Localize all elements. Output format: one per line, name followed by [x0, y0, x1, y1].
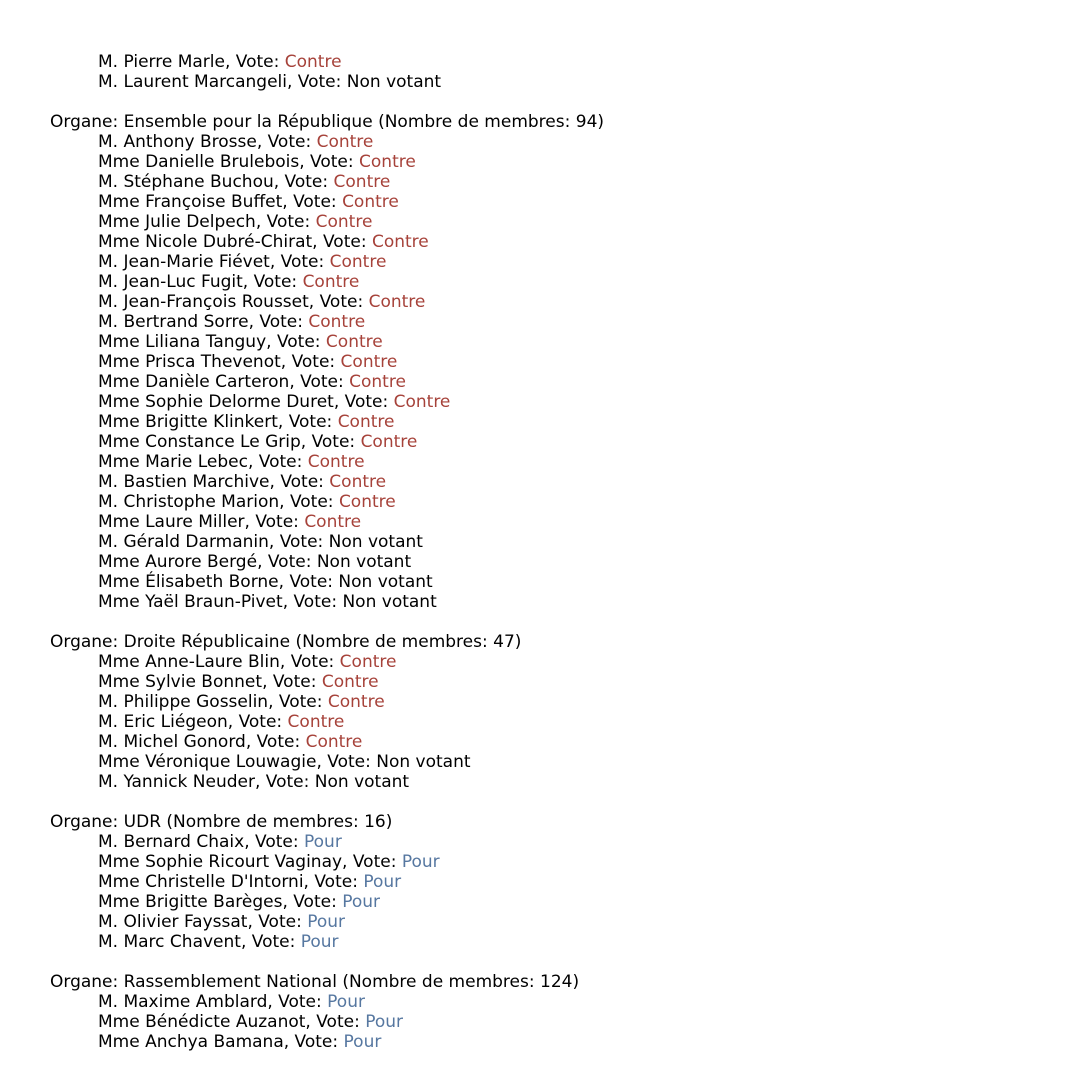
members-count-label: (Nombre de membres:	[336, 972, 540, 992]
member-row	[50, 852, 1050, 872]
vote-value: Contre	[304, 512, 362, 532]
vote-value: Contre	[337, 412, 395, 432]
vote-value: Contre	[340, 352, 398, 372]
member-row	[50, 152, 1050, 172]
member-row	[50, 712, 1050, 732]
member-name: Mme Bénédicte Auzanot	[98, 1012, 306, 1032]
member-name: Mme Nicole Dubré-Chirat	[98, 232, 313, 252]
vote-label: , Vote:	[279, 652, 340, 672]
member-name: Mme Julie Delpech	[98, 212, 256, 232]
member-row	[50, 412, 1050, 432]
member-row	[50, 372, 1050, 392]
section-spacer	[50, 792, 1050, 812]
members-count-close: )	[385, 812, 393, 832]
member-name: M. Laurent Marcangeli	[98, 72, 287, 92]
vote-label: , Vote:	[289, 372, 350, 392]
members-count: 16	[364, 812, 386, 832]
organe-prefix: Organe:	[50, 112, 124, 132]
member-row	[50, 232, 1050, 252]
member-row	[50, 992, 1050, 1012]
vote-value: Contre	[329, 252, 387, 272]
member-name: M. Gérald Darmanin	[98, 532, 269, 552]
vote-value: Contre	[307, 452, 365, 472]
vote-value: Pour	[363, 872, 402, 892]
vote-label: , Vote:	[247, 452, 308, 472]
vote-label: , Vote:	[248, 312, 309, 332]
member-row	[50, 912, 1050, 932]
vote-label: , Vote:	[303, 872, 364, 892]
member-name: Mme Brigitte Barèges	[98, 892, 283, 912]
vote-label: , Vote:	[279, 492, 339, 512]
vote-value: Pour	[343, 1032, 382, 1052]
vote-value: Contre	[325, 332, 383, 352]
vote-value: Non votant	[328, 532, 423, 552]
member-name: M. Jean-Marie Fiévet	[98, 252, 270, 272]
member-row	[50, 352, 1050, 372]
member-name: Mme Danièle Carteron	[98, 372, 290, 392]
member-row	[50, 392, 1050, 412]
member-row	[50, 652, 1050, 672]
vote-label: , Vote:	[255, 212, 316, 232]
members-count-label: (Nombre de membres:	[372, 112, 576, 132]
vote-label: , Vote:	[305, 1012, 366, 1032]
vote-label: , Vote:	[242, 272, 303, 292]
member-name: M. Yannick Neuder	[98, 772, 255, 792]
vote-value: Non votant	[316, 552, 412, 572]
vote-label: , Vote:	[278, 572, 339, 592]
vote-value: Contre	[360, 432, 418, 452]
member-row	[50, 1032, 1050, 1052]
member-row	[50, 512, 1050, 532]
vote-value: Contre	[342, 192, 399, 212]
vote-value: Pour	[365, 1012, 404, 1032]
member-row	[50, 312, 1050, 332]
member-name: M. Bertrand Sorre	[98, 312, 249, 332]
organe-section-ensemble-pour-la-republique	[50, 92, 1050, 612]
member-name: M. Philippe Gosselin	[98, 692, 269, 712]
organe-prefix: Organe:	[50, 972, 124, 992]
member-row	[50, 552, 1050, 572]
vote-label: , Vote:	[333, 392, 394, 412]
vote-label: , Vote:	[268, 692, 328, 712]
member-row	[50, 692, 1050, 712]
vote-label: , Vote:	[308, 292, 369, 312]
member-row	[50, 292, 1050, 312]
member-row	[50, 932, 1050, 952]
vote-value: Pour	[401, 852, 440, 872]
member-row	[50, 592, 1050, 612]
section-spacer	[50, 92, 1050, 112]
vote-value: Contre	[368, 292, 426, 312]
members-count-label: (Nombre de membres:	[290, 632, 494, 652]
organe-name: Droite Républicaine	[123, 632, 291, 652]
vote-value: Pour	[300, 932, 339, 952]
member-row	[50, 52, 1050, 72]
member-name: M. Bastien Marchive	[98, 472, 270, 492]
member-row	[50, 532, 1050, 552]
members-count: 124	[540, 972, 573, 992]
member-name: M. Marc Chavent	[98, 932, 241, 952]
member-name: Mme Véronique Louwagie	[98, 752, 317, 772]
member-row	[50, 332, 1050, 352]
member-row	[50, 272, 1050, 292]
member-name: M. Pierre Marle	[98, 52, 225, 72]
member-name: Mme Sophie Ricourt Vaginay	[98, 852, 343, 872]
member-name: M. Stéphane Buchou	[98, 172, 274, 192]
vote-value: Non votant	[338, 572, 433, 592]
organe-header	[50, 812, 1050, 832]
members-count: 47	[493, 632, 515, 652]
member-name: M. Bernard Chaix	[98, 832, 245, 852]
vote-listing	[50, 52, 1050, 1052]
members-count-close: )	[572, 972, 580, 992]
member-row	[50, 472, 1050, 492]
vote-label: , Vote:	[224, 52, 285, 72]
member-row	[50, 452, 1050, 472]
member-row	[50, 1012, 1050, 1032]
vote-value: Contre	[327, 692, 385, 712]
member-name: M. Jean-François Rousset	[98, 292, 309, 312]
vote-label: , Vote:	[245, 732, 306, 752]
organe-header	[50, 632, 1050, 652]
member-name: Mme Constance Le Grip	[98, 432, 301, 452]
member-name: Mme Liliana Tanguy	[98, 332, 267, 352]
member-row	[50, 752, 1050, 772]
vote-label: , Vote:	[282, 892, 343, 912]
organe-section-udr	[50, 792, 1050, 952]
vote-value: Contre	[316, 132, 374, 152]
organe-section-droite-republicaine	[50, 612, 1050, 792]
vote-label: , Vote:	[299, 152, 360, 172]
vote-label: , Vote:	[283, 1032, 344, 1052]
vote-label: , Vote:	[267, 992, 328, 1012]
vote-label: , Vote:	[240, 932, 301, 952]
vote-label: , Vote:	[257, 552, 317, 572]
vote-value: Non votant	[314, 772, 410, 792]
vote-label: , Vote:	[300, 432, 361, 452]
vote-value: Pour	[307, 912, 346, 932]
member-name: Mme Anchya Bamana	[98, 1032, 284, 1052]
member-name: Mme Marie Lebec	[98, 452, 248, 472]
vote-value: Contre	[393, 392, 451, 412]
members-count: 94	[575, 112, 598, 132]
vote-label: , Vote:	[277, 412, 338, 432]
vote-value: Contre	[359, 152, 416, 172]
organe-name: Ensemble pour la République	[123, 112, 373, 132]
vote-value: Non votant	[346, 72, 442, 92]
vote-value: Contre	[287, 712, 345, 732]
vote-label: , Vote:	[247, 912, 308, 932]
member-row	[50, 732, 1050, 752]
member-name: Mme Aurore Bergé	[98, 552, 258, 572]
vote-label: , Vote:	[282, 192, 343, 212]
vote-label: , Vote:	[255, 772, 315, 792]
member-name: M. Maxime Amblard	[98, 992, 268, 1012]
member-name: M. Christophe Marion	[98, 492, 280, 512]
vote-label: , Vote:	[273, 172, 334, 192]
member-row	[50, 132, 1050, 152]
vote-label: , Vote:	[266, 332, 326, 352]
member-name: M. Olivier Fayssat	[98, 912, 248, 932]
member-row	[50, 892, 1050, 912]
vote-label: , Vote:	[256, 132, 317, 152]
vote-label: , Vote:	[280, 352, 341, 372]
vote-label: , Vote:	[312, 232, 372, 252]
vote-label: , Vote:	[282, 592, 343, 612]
vote-value: Contre	[284, 52, 342, 72]
vote-label: , Vote:	[316, 752, 377, 772]
vote-value: Contre	[333, 172, 391, 192]
member-row	[50, 672, 1050, 692]
vote-value: Contre	[329, 472, 387, 492]
member-row	[50, 872, 1050, 892]
organe-name: UDR	[123, 812, 162, 832]
member-row	[50, 832, 1050, 852]
member-name: Mme Laure Miller	[98, 512, 245, 532]
members-count-close: )	[597, 112, 605, 132]
member-row	[50, 772, 1050, 792]
vote-value: Contre	[305, 732, 363, 752]
vote-label: , Vote:	[227, 712, 288, 732]
member-name: Mme Anne-Laure Blin	[98, 652, 280, 672]
vote-value: Contre	[339, 652, 397, 672]
member-name: Mme Yaël Braun-Pivet	[98, 592, 283, 612]
member-name: Mme Françoise Buffet	[98, 192, 283, 212]
vote-label: , Vote:	[269, 252, 330, 272]
organe-section-continued	[50, 52, 1050, 92]
member-name: M. Michel Gonord	[98, 732, 246, 752]
section-spacer	[50, 952, 1050, 972]
organe-prefix: Organe:	[50, 812, 124, 832]
member-row	[50, 572, 1050, 592]
organe-section-rassemblement-national	[50, 952, 1050, 1052]
member-row	[50, 192, 1050, 212]
vote-value: Contre	[371, 232, 429, 252]
vote-label: , Vote:	[269, 472, 330, 492]
vote-label: , Vote:	[244, 832, 304, 852]
vote-value: Contre	[308, 312, 366, 332]
member-row	[50, 172, 1050, 192]
vote-label: , Vote:	[244, 512, 305, 532]
member-name: M. Jean-Luc Fugit	[98, 272, 243, 292]
vote-value: Pour	[327, 992, 365, 1012]
vote-value: Pour	[342, 892, 381, 912]
members-count-close: )	[514, 632, 522, 652]
member-name: Mme Christelle D'Intorni	[98, 872, 304, 892]
organe-header	[50, 972, 1050, 992]
member-row	[50, 252, 1050, 272]
vote-label: , Vote:	[287, 72, 347, 92]
vote-label: , Vote:	[268, 532, 329, 552]
member-name: Mme Prisca Thevenot	[98, 352, 281, 372]
vote-value: Contre	[338, 492, 396, 512]
organe-header	[50, 112, 1050, 132]
vote-value: Non votant	[342, 592, 437, 612]
member-row	[50, 432, 1050, 452]
vote-label: , Vote:	[262, 672, 322, 692]
section-spacer	[50, 612, 1050, 632]
member-row	[50, 212, 1050, 232]
organe-name: Rassemblement National	[123, 972, 337, 992]
vote-value: Non votant	[376, 752, 471, 772]
member-name: Mme Danielle Brulebois	[98, 152, 300, 172]
vote-label: , Vote:	[342, 852, 402, 872]
member-row	[50, 492, 1050, 512]
vote-value: Pour	[304, 832, 342, 852]
member-row	[50, 72, 1050, 92]
vote-value: Contre	[302, 272, 360, 292]
member-name: Mme Brigitte Klinkert	[98, 412, 278, 432]
member-name: M. Anthony Brosse	[98, 132, 257, 152]
vote-value: Contre	[321, 672, 379, 692]
members-count-label: (Nombre de membres:	[161, 812, 365, 832]
member-name: Mme Élisabeth Borne	[98, 572, 279, 592]
vote-value: Contre	[315, 212, 373, 232]
organe-prefix: Organe:	[50, 632, 124, 652]
vote-value: Contre	[349, 372, 406, 392]
member-name: Mme Sylvie Bonnet	[98, 672, 263, 692]
member-name: Mme Sophie Delorme Duret	[98, 392, 334, 412]
member-name: M. Eric Liégeon	[98, 712, 228, 732]
